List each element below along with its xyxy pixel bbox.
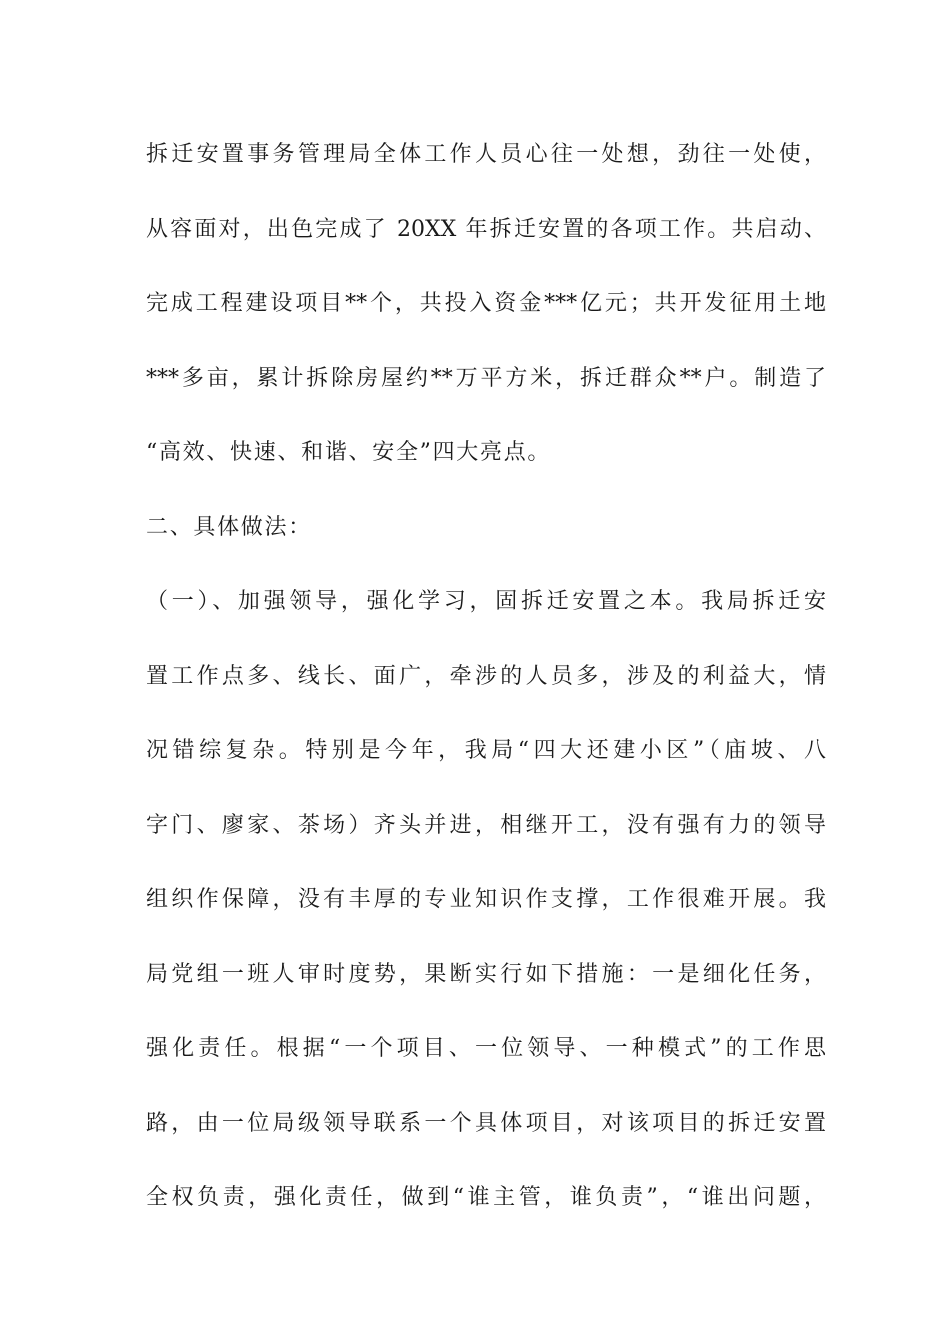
text-line-9: 况错综复杂。特别是今年，我局“四大还建小区”（庙坡、八	[146, 738, 826, 763]
text-line-1: 拆迁安置事务管理局全体工作人员心往一处想，劲往一处使，	[146, 142, 826, 167]
text-line-11: 组织作保障，没有丰厚的专业知识作支撑，工作很难开展。我	[146, 887, 826, 912]
text-line-5: “高效、快速、和谐、安全”四大亮点。	[146, 440, 552, 465]
text-line-10: 字门、廖家、茶场）齐头并进，相继开工，没有强有力的领导	[146, 812, 826, 838]
body-text	[146, 128, 826, 1246]
text-line-7: （一）、加强领导，强化学习，固拆迁安置之本。我局拆迁安	[146, 589, 826, 614]
text-line-2: 从容面对，出色完成了 20XX 年拆迁安置的各项工作。共启动、	[146, 216, 826, 242]
text-line-14: 路，由一位局级领导联系一个具体项目，对该项目的拆迁安置	[146, 1110, 826, 1136]
section-heading: 二、具体做法：	[146, 514, 312, 540]
text-line-12: 局党组一班人审时度势，果断实行如下措施：一是细化任务，	[146, 961, 826, 987]
text-line-13: 强化责任。根据“一个项目、一位领导、一种模式”的工作思	[146, 1036, 826, 1061]
text-line-4: ***多亩，累计拆除房屋约**万平方米，拆迁群众**户。制造了	[146, 365, 826, 391]
text-line-15: 全权负责，强化责任，做到“谁主管，谁负责”，“谁出问题，	[146, 1185, 826, 1210]
text-line-8: 置工作点多、线长、面广，牵涉的人员多，涉及的利益大，情	[146, 663, 826, 689]
text-line-3: 完成工程建设项目**个，共投入资金***亿元；共开发征用土地	[146, 291, 826, 316]
